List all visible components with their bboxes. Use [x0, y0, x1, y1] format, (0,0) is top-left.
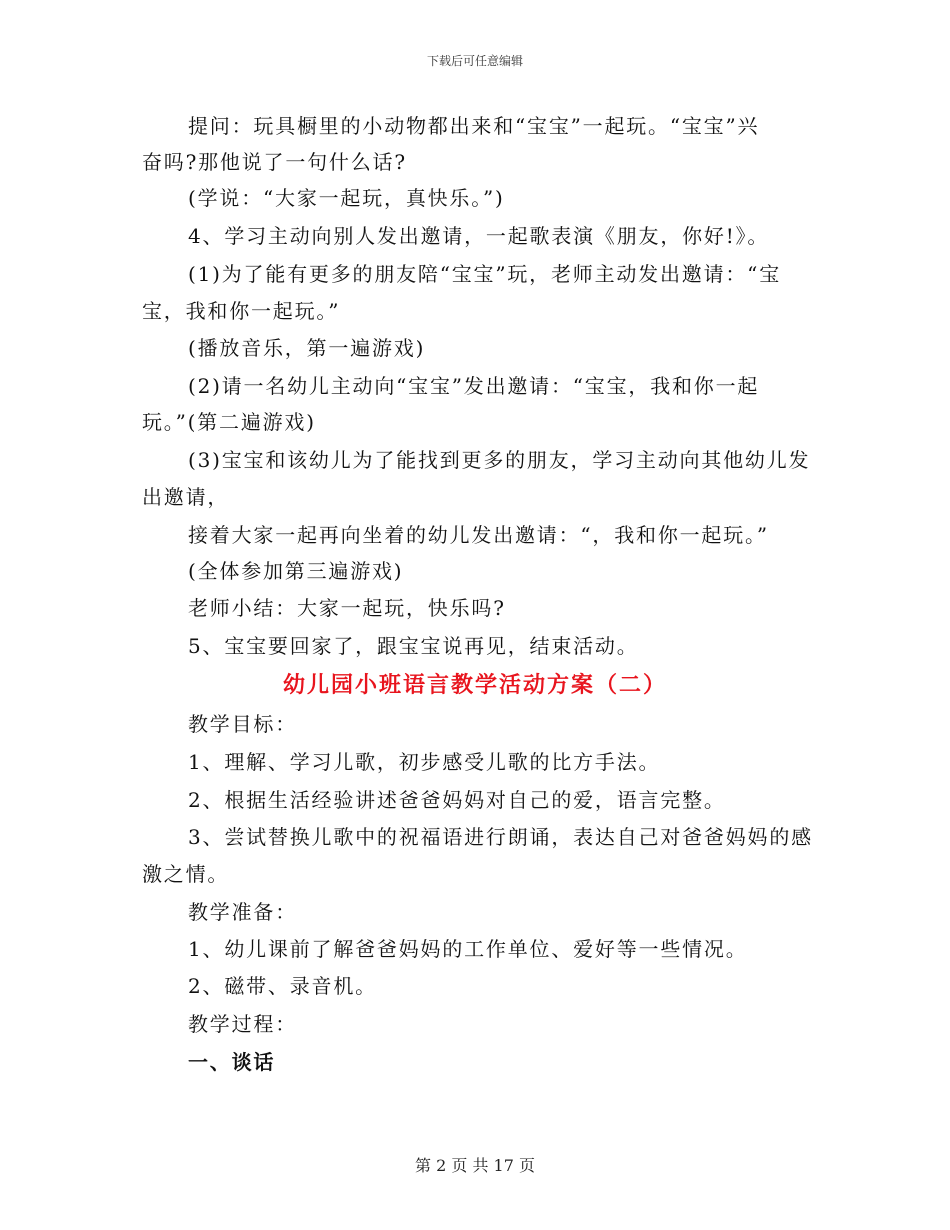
subheading: 一、谈话 — [188, 1050, 276, 1074]
paragraph-line: 1、幼儿课前了解爸爸妈妈的工作单位、爱好等一些情况。 — [188, 937, 748, 961]
paragraph-line: 2、根据生活经验讲述爸爸妈妈对自己的爱，语言完整。 — [188, 788, 726, 812]
paragraph-line: 教学准备： — [188, 900, 297, 924]
paragraph-line: 出邀请， — [142, 485, 230, 509]
paragraph-line: (3)宝宝和该幼儿为了能找到更多的朋友，学习主动向其他幼儿发 — [188, 448, 811, 472]
paragraph-line: (学说：“大家一起玩，真快乐。”) — [188, 186, 505, 210]
paragraph-line: 老师小结：大家一起玩，快乐吗? — [188, 596, 506, 620]
page-header-note: 下载后可任意编辑 — [426, 54, 523, 68]
page-number: 第 2 页 共 17 页 — [415, 1156, 535, 1175]
paragraph-line: 3、尝试替换儿歌中的祝福语进行朗诵，表达自己对爸爸妈妈的感 — [188, 825, 813, 849]
paragraph-line: 2、磁带、录音机。 — [188, 974, 377, 998]
paragraph-line: 接着大家一起再向坐着的幼儿发出邀请：“，我和你一起玩。” — [188, 523, 769, 547]
paragraph-line: (1)为了能有更多的朋友陪“宝宝”玩，老师主动发出邀请：“宝 — [188, 262, 782, 286]
paragraph-line: 4、学习主动向别人发出邀请，一起歌表演《朋友，你好!》。 — [188, 224, 770, 248]
paragraph-line: (全体参加第三遍游戏) — [188, 559, 404, 583]
section-title: 幼儿园小班语言教学活动方案（二） — [282, 672, 667, 698]
paragraph-line: 教学过程： — [188, 1012, 297, 1036]
paragraph-line: 激之情。 — [142, 862, 230, 886]
paragraph-line: 奋吗?那他说了一句什么话? — [142, 150, 407, 174]
paragraph-line: (播放音乐，第一遍游戏) — [188, 336, 426, 360]
paragraph-line: 提问：玩具橱里的小动物都出来和“宝宝”一起玩。“宝宝”兴 — [188, 114, 760, 138]
paragraph-line: 5、宝宝要回家了，跟宝宝说再见，结束活动。 — [188, 634, 639, 658]
paragraph-line: 教学目标： — [188, 712, 297, 736]
paragraph-line: (2)请一名幼儿主动向“宝宝”发出邀请：“宝宝，我和你一起 — [188, 374, 760, 398]
paragraph-line: 宝，我和你一起玩。” — [142, 299, 341, 323]
paragraph-line: 玩。”(第二遍游戏) — [142, 410, 316, 434]
paragraph-line: 1、理解、学习儿歌，初步感受儿歌的比方手法。 — [188, 750, 661, 774]
